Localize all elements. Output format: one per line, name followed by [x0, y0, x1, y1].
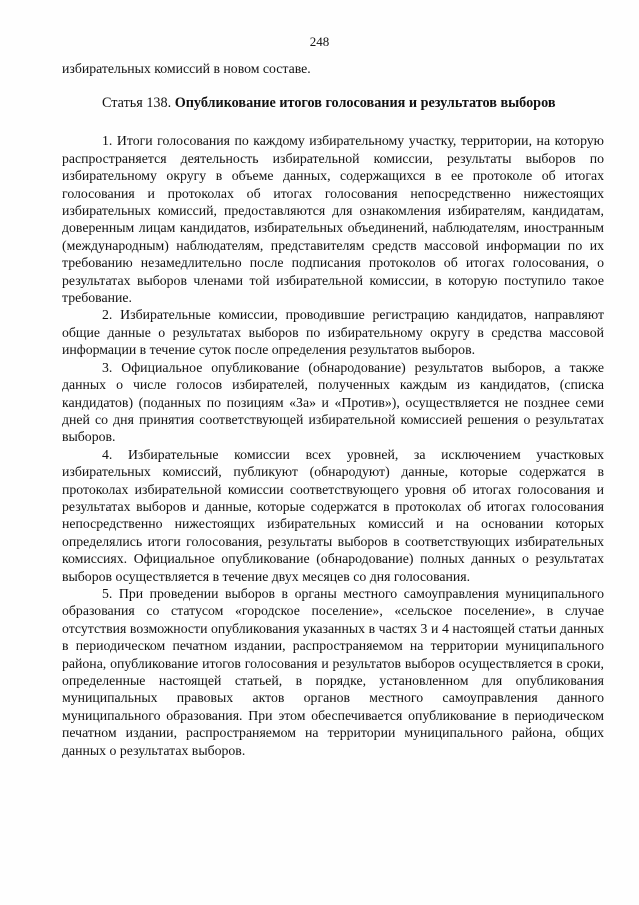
paragraph-5: 5. При проведении выборов в органы местного самоуправления муниципального образования со статусом «городское поселение», «сельское поселение», в случае отсутствия возможности опубликования указанных в частях 3 и 4 настоящей статьи данных в периодическом печатном издании, распространяемом на территории муниципального района, опубликование итогов голосования и результатов выборов осуществляется в сроки, определенные настоящей статьей, в порядке, установленном для опубликования муниципальных правовых актов органов местного самоуправления данного муниципального образования. При этом обеспечивается опубликование в периодическом печатном издании, распространяемом на территории муниципального района, общих данных о результатах выборов. — [62, 585, 604, 758]
paragraph-3: 3. Официальное опубликование (обнародование) результатов выборов, а также данных о числе голосов избирателей, полученных каждым из кандидатов, (списка кандидатов) (поданных по позициям «За» и «Против»), осуществляется не позднее семи дней со дня принятия соответствующей избирательной комиссией решения о результатах выборов. — [62, 359, 604, 445]
paragraph-4: 4. Избирательные комиссии всех уровней, за исключением участковых избирательных комиссий, публикуют (обнародуют) данные, которые содержатся в протоколах избирательной комиссии соответствующего уровня об итогах голосования и результатах выборов и данные, которые содержатся в протоколах об итогах голосования непосредственно нижестоящих избирательных комиссий и на основании которых определялись итоги голосования, результаты выборов в соответствующих избирательных комиссиях. Официальное опубликование (обнародование) полных данных о результатах выборов осуществляется в течение двух месяцев со дня голосования. — [62, 446, 604, 584]
article-number: Статья 138. — [102, 95, 172, 112]
paragraph-2: 2. Избирательные комиссии, проводившие регистрацию кандидатов, направляют общие данные о результатах выборов по избирательному округу в средства массовой информации в течение суток после определения результатов выборов. — [62, 307, 604, 358]
article-heading — [102, 95, 604, 112]
continued-text: избирательных комиссий в новом составе. — [62, 61, 311, 76]
article-title: Опубликование итогов голосования и результатов выборов — [174, 95, 556, 112]
page-number: 248 — [309, 34, 330, 49]
paragraph-1: 1. Итоги голосования по каждому избирательному участку, территории, на которую распространяется деятельность избирательной комиссии, результаты выборов по избирательному округу в объеме данных, содержащихся в ее протоколе об итогах голосования и протоколах об итогах голосования непосредственно нижестоящих избирательных комиссий, предоставляются для ознакомления избирателям, кандидатам, доверенным лицам кандидатов, избирательных объединений, наблюдателям, иностранным (международным) наблюдателям, представителям средств массовой информации по их требованию незамедлительно после подписания протоколов об итогах голосования, о результатах выборов членами той избирательной комиссии, в которую поступило такое требование. — [62, 133, 604, 306]
document-body — [62, 60, 604, 759]
